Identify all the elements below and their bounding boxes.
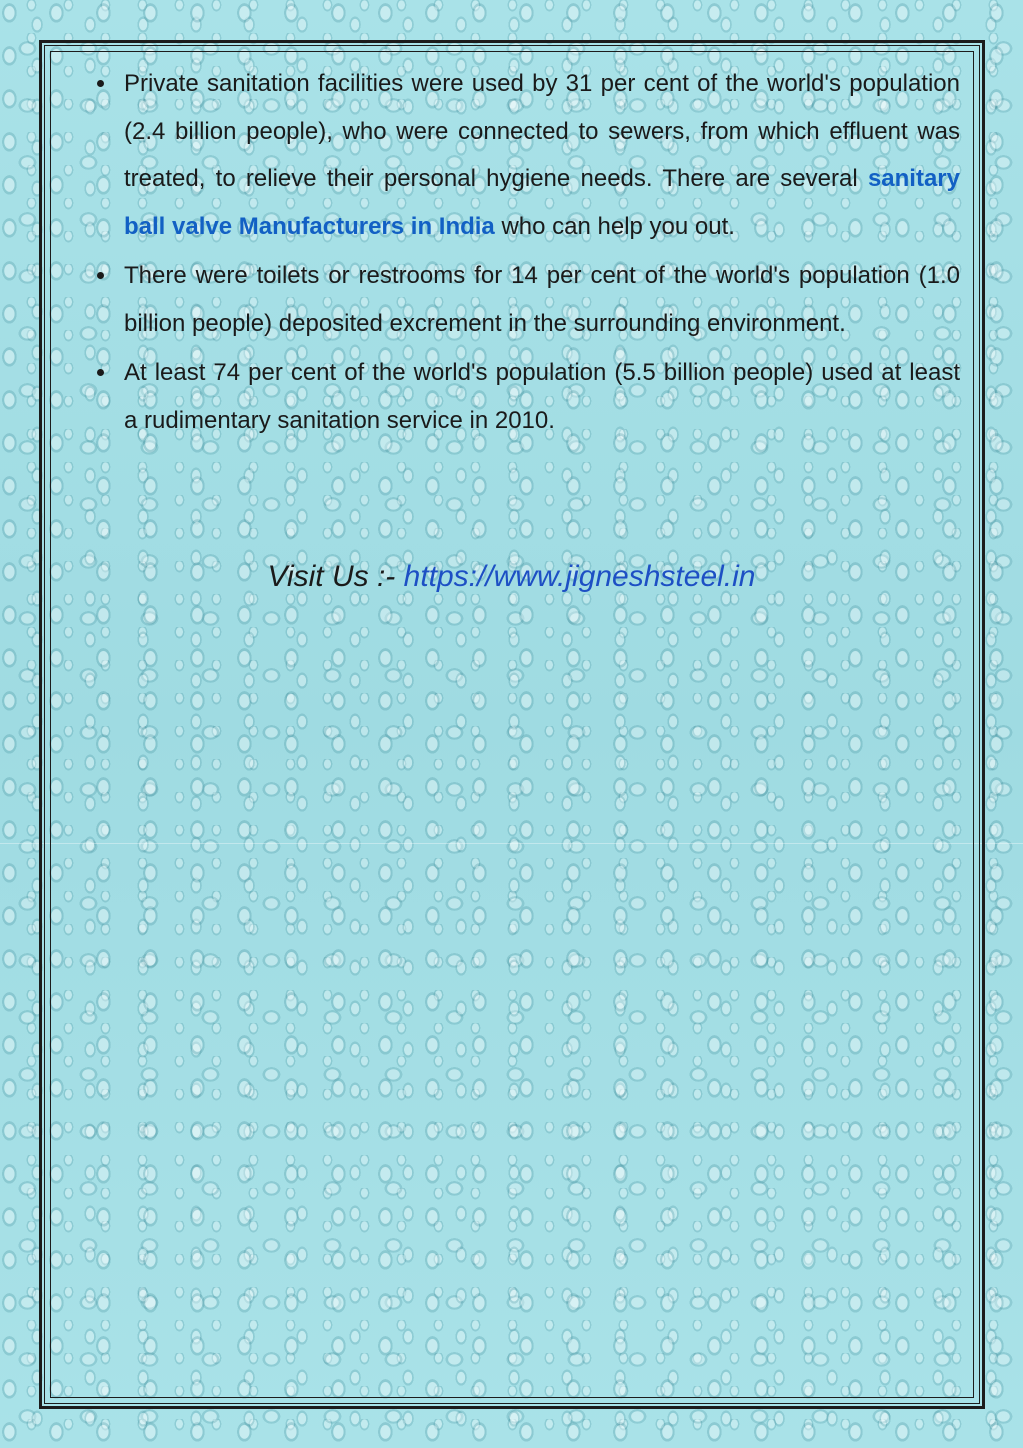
bullet-icon	[97, 369, 104, 376]
list-item-text: who can help you out.	[494, 212, 735, 240]
list-item-text: There were toilets or restrooms for 14 per cent of the world's population (1.0 billion people) deposited excrement in the surrounding environment.	[124, 262, 960, 337]
document-body	[88, 60, 960, 444]
list-item-text: Private sanitation facilities were used by 31 per cent of the world's population (2.4 billion people), who were connected to sewers, from which effluent was treated, to relieve their personal hygiene needs. There are several	[124, 70, 960, 192]
bullet-list	[88, 60, 960, 444]
bullet-icon	[97, 272, 104, 279]
visit-us-label: Visit Us :-	[267, 560, 404, 593]
list-item-text: At least 74 per cent of the world's population (5.5 billion people) used at least a rudimentary sanitation service in 2010.	[124, 359, 960, 434]
list-item	[88, 349, 960, 444]
list-item	[88, 252, 960, 347]
bullet-icon	[97, 80, 104, 87]
visit-us-line	[0, 560, 1023, 594]
sanitary-ball-valve-link[interactable]: sanitary ball valve Manufacturers in India	[124, 165, 960, 240]
list-item	[88, 60, 960, 250]
website-link[interactable]: https://www.jigneshsteel.in	[403, 560, 756, 593]
